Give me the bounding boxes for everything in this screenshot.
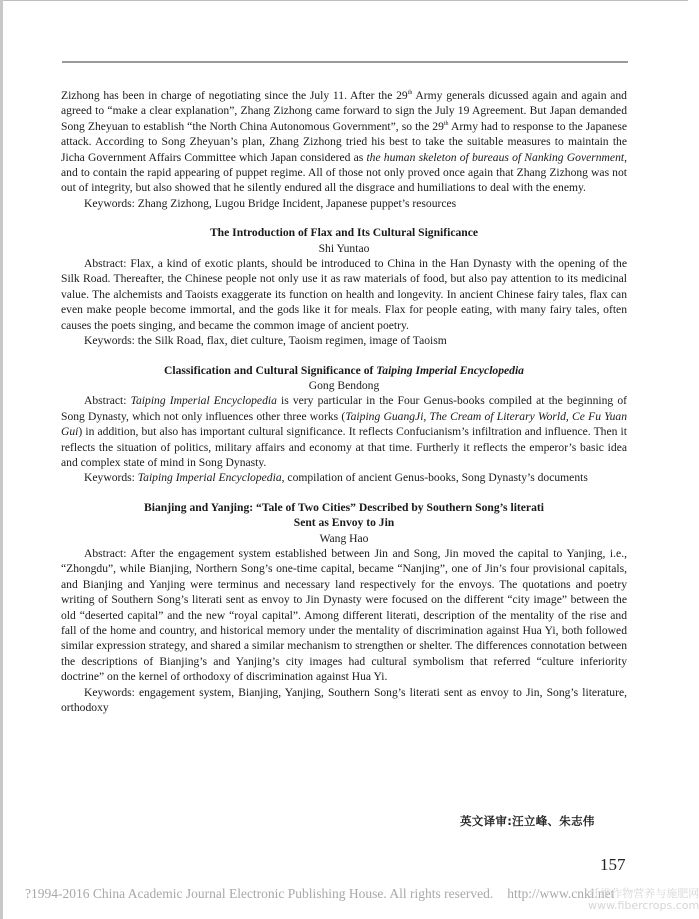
article-author: Shi Yuntao: [318, 241, 370, 255]
article-taiping: [61, 363, 627, 486]
article-flax: [61, 225, 627, 348]
abstract: Abstract: Flax, a kind of exotic plants, should be introduced to China in the Han Dynasty with the opening of the Silk Road. Thereafter, the Chinese people not only use it as raw materials of food, but also pay attention to its medicinal value. The alchemists and Taoists exaggerate its function on health and longevity. In ancient Chinese fairy tales, flax can even make people become immortal, and the gods like it for meals. Flax for people eating, with many fairy tales, often causes the poets singing, and became the common image of ancient poetry.: [61, 257, 627, 332]
watermark-url: www.fibercrops.com: [588, 899, 699, 912]
keywords: Keywords: Taiping Imperial Encyclopedia, compilation of ancient Genus-books, Song Dynasty’s documents: [84, 471, 588, 485]
article-title: Classification and Cultural Significance of Taiping Imperial Encyclopedia: [164, 363, 524, 377]
footer-url-link[interactable]: http://www.cnki.net: [507, 886, 615, 901]
abstract-continuation: Zizhong has been in charge of negotiating since the July 11. After the 29th Army generals dicussed again and again and agreed to “make a clear explanation”, Zhang Zizhong came forward to sign the July 19 Agreement. But Japan demanded Song Zheyuan to establish “the North China Autonomous Government”, so the 29th Army had to response to the Japanese attack. According to Song Zheyuan’s plan, Zhang Zizhong tried his best to take the suitable measures to maintain the Jicha Government Affairs Committee which Japan considered as the human skeleton of bureaus of Nanking Government, and to contain the rapid appearing of puppet regime. All of those not only proved once again that Zhang Zizhong was not out of integrity, but also showed that he silently endured all the disgrace and humiliations to deal with the enemy.: [61, 89, 627, 195]
article-title-line2: Sent as Envoy to Jin: [293, 516, 395, 530]
page-number: 157: [600, 855, 626, 874]
page-content: [61, 88, 627, 715]
article-author: Gong Bendong: [308, 378, 380, 392]
page-left-edge: [0, 0, 3, 919]
abstract: Abstract: Taiping Imperial Encyclopedia is very particular in the Four Genus-books compiled at the beginning of Song Dynasty, which not only influences other three works (Taiping GuangJi, The Cream of Literary World, Ce Fu Yuan Gui) in addition, but also has important cultural significance. It reflects Confucianism’s infiltration and influence. Then it reflects the situation of politics, military affairs and economy at that time. Furtherly it reflects the emperor’s basic idea and complex state of mind in Song Dynasty.: [61, 394, 627, 469]
previous-article-tail: [61, 88, 627, 211]
copyright-text: ?1994-2016 China Academic Journal Electronic Publishing House. All rights reserved.: [25, 886, 494, 901]
keywords: Keywords: engagement system, Bianjing, Yanjing, Southern Song’s literati sent as envoy to Jin, Song’s literature, orthodoxy: [61, 685, 627, 715]
article-title: The Introduction of Flax and Its Cultural Significance: [209, 226, 479, 240]
article-author: Wang Hao: [319, 531, 369, 545]
keywords: Keywords: Zhang Zizhong, Lugou Bridge Incident, Japanese puppet’s resources: [84, 196, 457, 210]
header-rule: [62, 61, 628, 63]
page-top-edge: [0, 0, 688, 1]
english-reviewer-credit: 英文译审:汪立峰、朱志伟: [460, 814, 595, 828]
article-title-line1: Bianjing and Yanjing: “Tale of Two Cities” Described by Southern Song’s literati: [144, 500, 544, 514]
copyright-footer: [25, 886, 614, 902]
site-watermark: [588, 888, 699, 912]
keywords: Keywords: the Silk Road, flax, diet culture, Taoism regimen, image of Taoism: [84, 334, 447, 348]
article-bianjing-yanjing: [61, 500, 627, 716]
abstract: Abstract: After the engagement system established between Jin and Song, Jin moved the capital to Yanjing, i.e., “Zhongdu”, while Bianjing, Northern Song’s one-time capital, became “Nanjing”, one of Jin’s four provisional capitals, and Bianjing and Yanjing were terminus and necessary land respectively for the envoys. The quotations and poetry writing of Southern Song’s literati sent as envoy to Jin Dynasty were focused on the different “city image” between the old “deserted capital” and the new “royal capital”. Among different literati, description of the mentality of the rise and fall of the home and country, and historical memory under the mentality of discrimination against Hua Yi, both followed similar expression strategy, and shared a similar mechanism to strengthen or shelter. The differences connotation between the descriptions of Bianjing’s and Yanjing’s city images had cultural symbolism that referred “culture inferiority doctrine” on the kernel of orthodoxy of discrimination against Hua Yi.: [61, 546, 627, 684]
watermark-chinese: 纤维作物营养与施肥网: [589, 887, 699, 900]
